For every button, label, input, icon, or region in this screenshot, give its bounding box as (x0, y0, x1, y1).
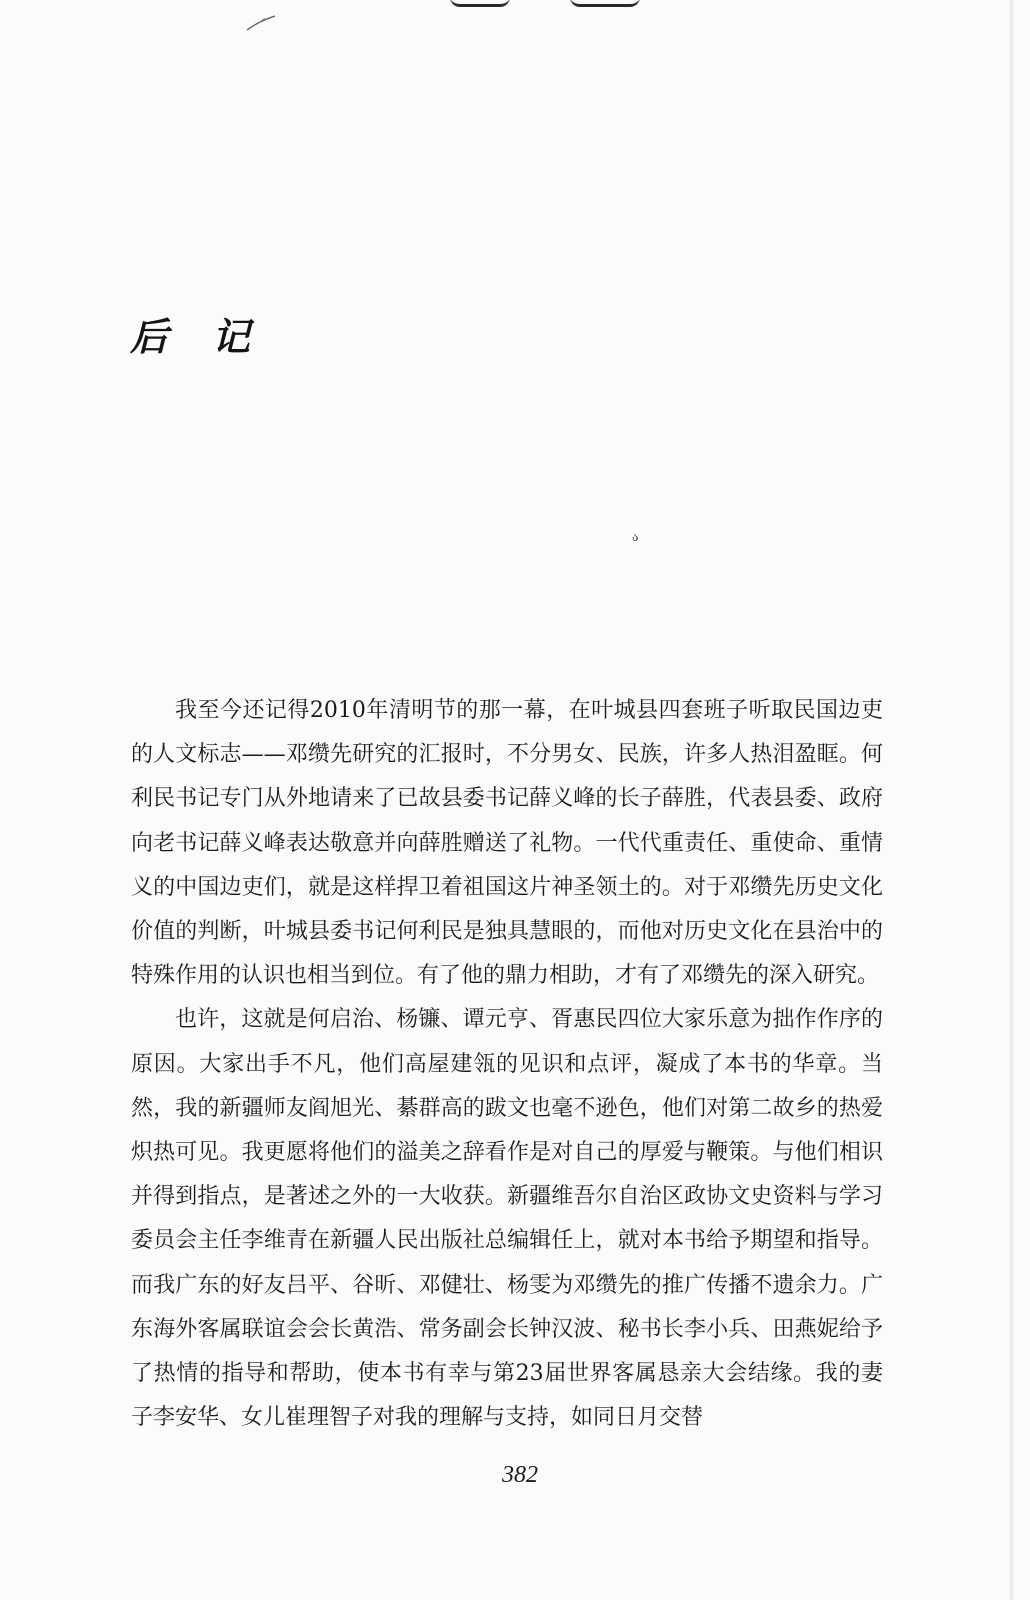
page-number: 382 (502, 1462, 538, 1488)
pen-mark (245, 14, 277, 32)
page-edge (1010, 0, 1014, 1600)
paragraph-2: 也许，这就是何启治、杨镰、谭元亨、胥惠民四位大家乐意为拙作作序的原因。大家出手不凡，他们高屋建瓴的见识和点评，凝成了本书的华章。当然，我的新疆师友阎旭光、綦群高的跋文也毫不逊色，他们对第二故乡的热爱炽热可见。我更愿将他们的溢美之辞看作是对自己的厚爱与鞭策。与他们相识并得到指点，是著述之外的一大收获。新疆维吾尔自治区政协文史资料与学习委员会主任李维青在新疆人民出版社总编辑任上，就对本书给予期望和指导。而我广东的好友吕平、谷昕、邓健壮、杨雯为邓缵先的推广传播不遗余力。广东海外客属联谊会会长黄浩、常务副会长钟汉波、秘书长李小兵、田燕妮给予了热情的指导和帮助，使本书有幸与第23届世界客属恳亲大会结缘。我的妻子李安华、女儿崔理智子对我的理解与支持，如同日月交替 (131, 1007, 883, 1431)
paragraph-1: 我至今还记得2010年清明节的那一幕，在叶城县四套班子听取民国边吏的人文标志——邓缵先研究的汇报时，不分男女、民族，许多人热泪盈眶。何利民书记专门从外地请来了已故县委书记薛义峰的长子薛胜，代表县委、政府向老书记薛义峰表达敬意并向薛胜赠送了礼物。一代代重责任、重使命、重情义的中国边吏们，就是这样捍卫着祖国这片神圣领土的。对于邓缵先历史文化价值的判断，叶城县委书记何利民是独具慧眼的，而他对历史文化在县治中的特殊作用的认识也相当到位。有了他的鼎力相助，才有了邓缵先的深入研究。 (131, 698, 883, 989)
body-text (131, 689, 883, 1440)
stray-mark: ა (632, 530, 639, 544)
chapter-title: 后记 (130, 314, 295, 359)
scan-artifact-top (440, 0, 690, 10)
